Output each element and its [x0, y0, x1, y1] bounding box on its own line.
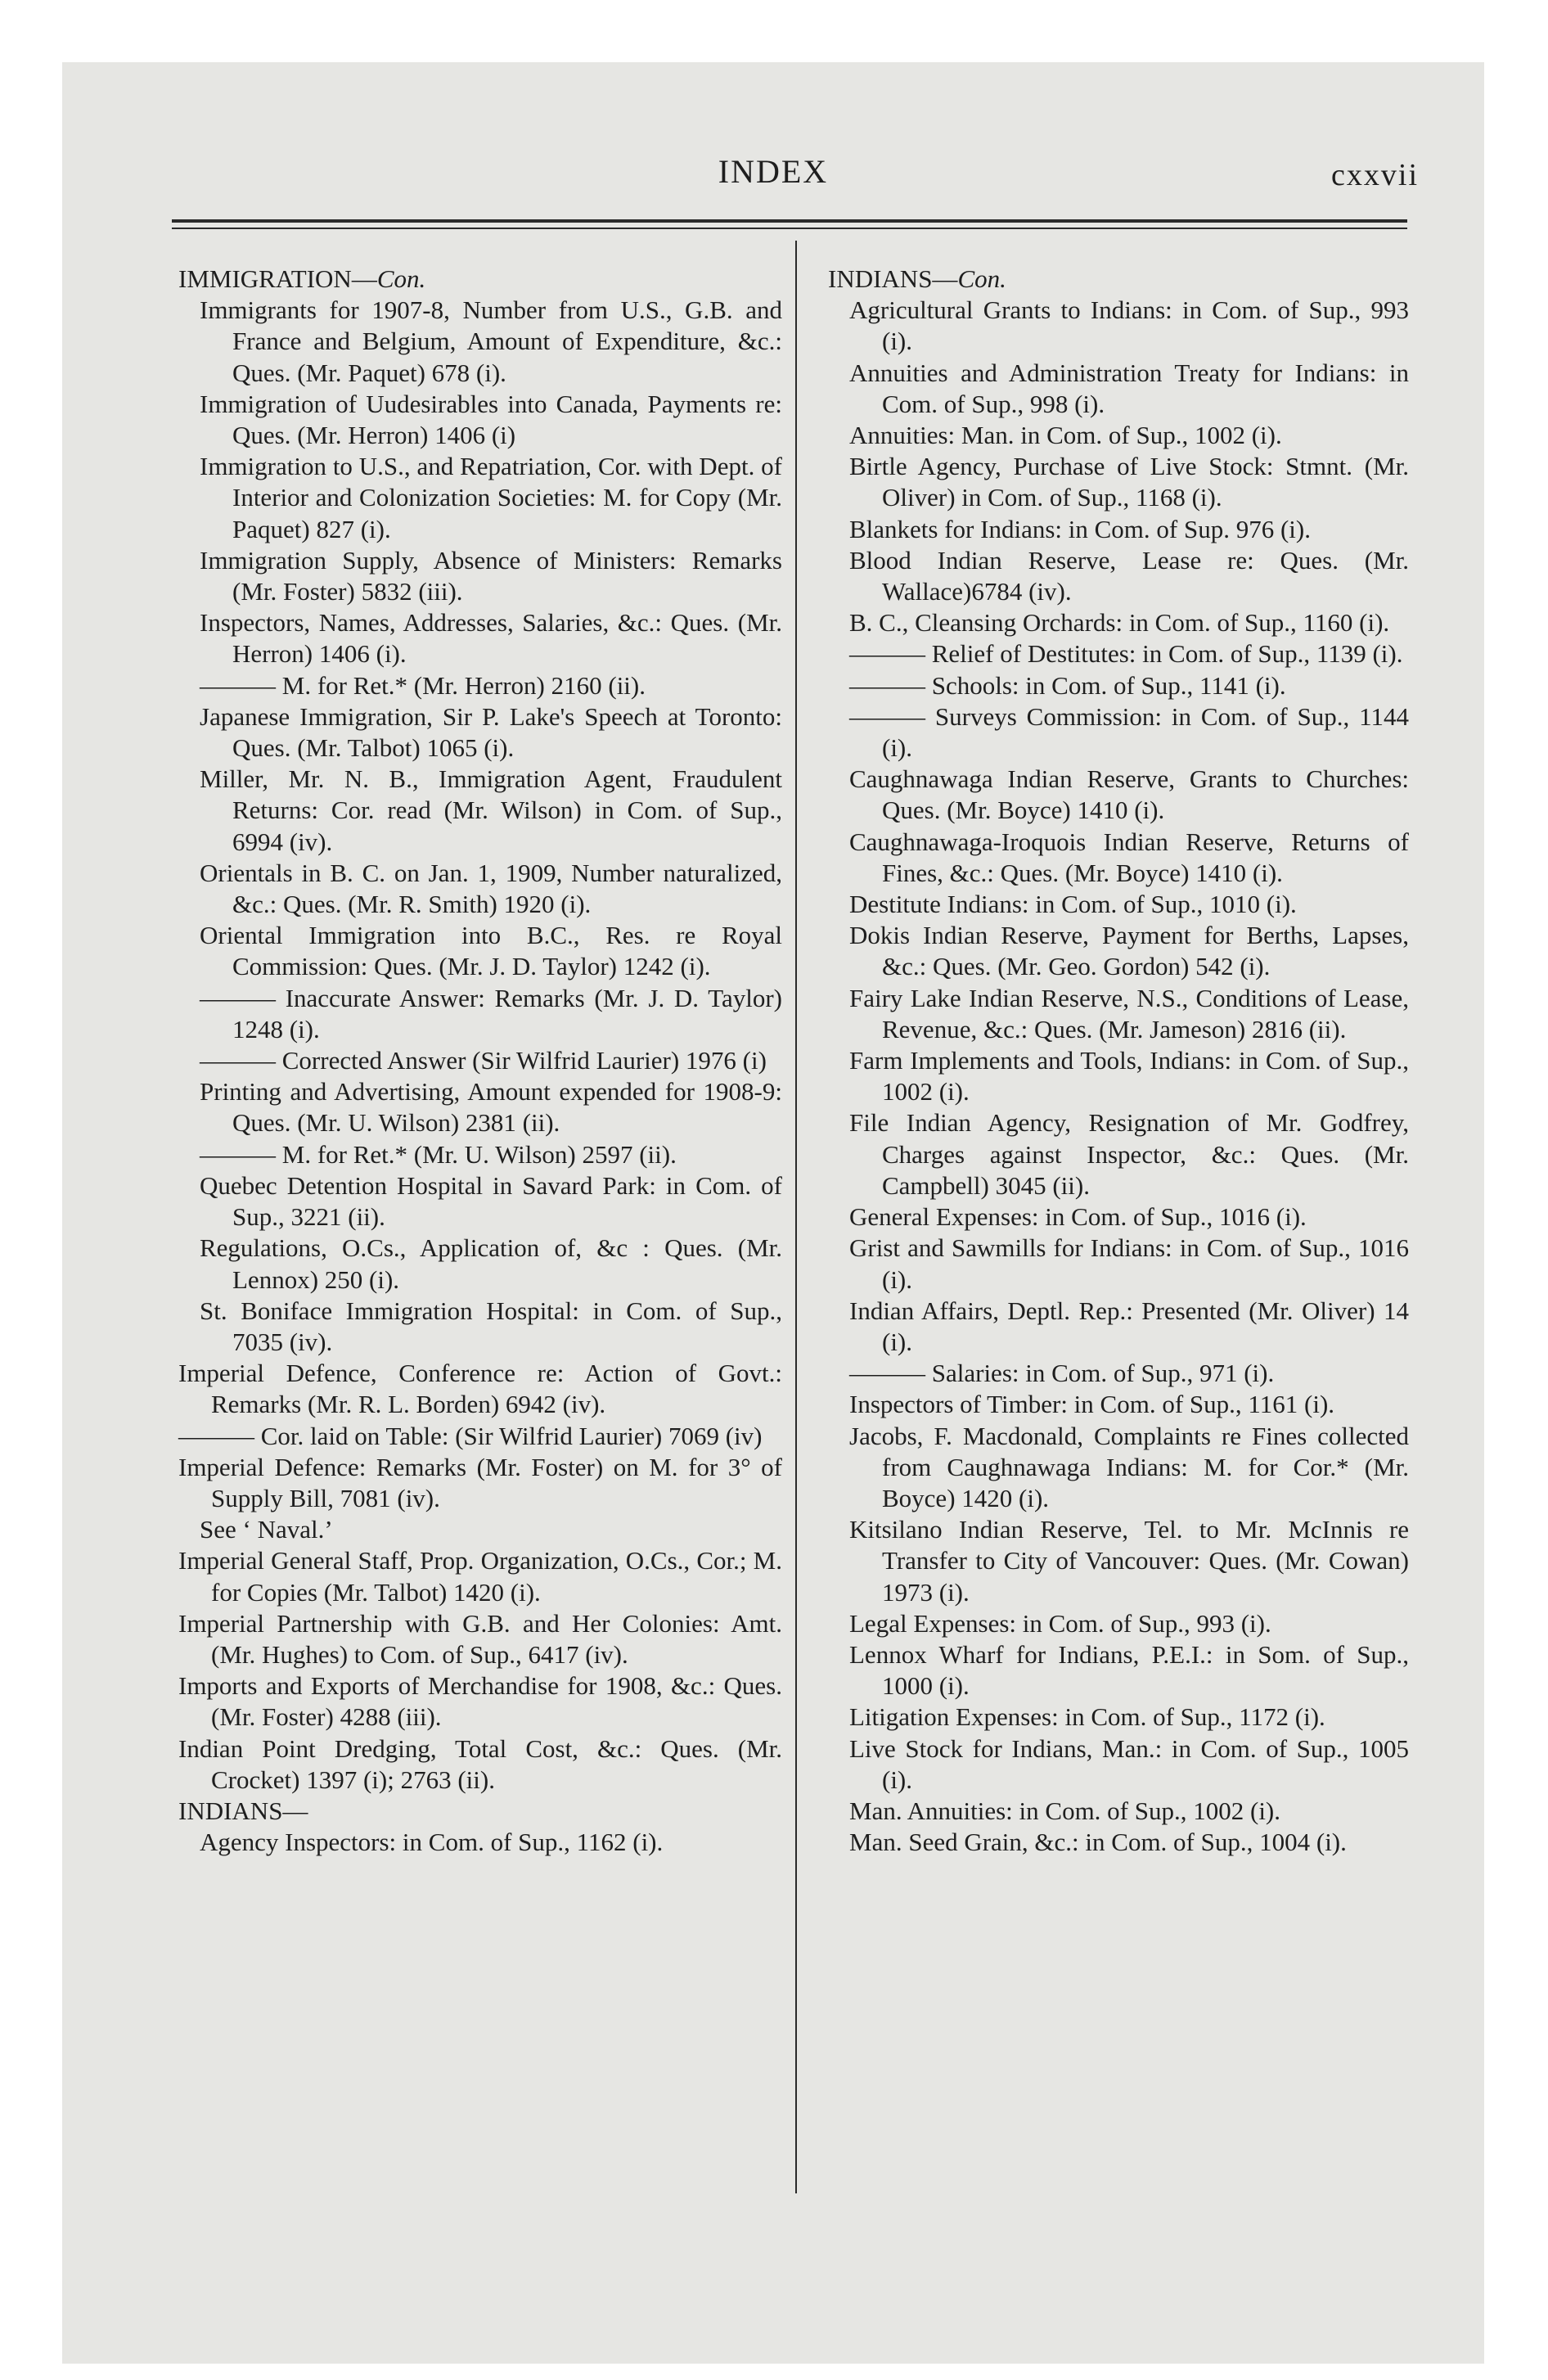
- entry-text: Birtle Agency, Purchase of Live Stock: Stmnt. (Mr. Oliver) in Com. of Sup., 1168 (i).: [849, 452, 1409, 512]
- index-entry: [828, 545, 1409, 607]
- index-entry: [178, 858, 782, 920]
- entry-text: ——— M. for Ret.* (Mr. U. Wilson) 2597 (ii).: [200, 1139, 677, 1169]
- entry-text: Agricultural Grants to Indians: in Com. of Sup., 993 (i).: [849, 295, 1409, 356]
- entry-text: Live Stock for Indians, Man.: in Com. of Sup., 1005 (i).: [849, 1733, 1409, 1794]
- index-entry: [178, 983, 782, 1045]
- left-column: [178, 264, 782, 1858]
- index-entry: [828, 1514, 1409, 1608]
- entry-text: Indian Point Dredging, Total Cost, &c.: Ques. (Mr. Crocket) 1397 (i); 2763 (ii).: [178, 1733, 782, 1794]
- index-entry: [178, 1076, 782, 1138]
- index-entry: [178, 1296, 782, 1358]
- index-heading: [178, 1608, 782, 1670]
- entry-text: Annuities and Administration Treaty for Indians: in Com. of Sup., 998 (i).: [849, 358, 1409, 418]
- index-entry: [828, 358, 1409, 420]
- index-entry: [828, 607, 1409, 638]
- entry-text: Regulations, O.Cs., Application of, &c : Ques. (Mr. Lennox) 250 (i).: [200, 1233, 782, 1294]
- entry-text: ——— Surveys Commission: in Com. of Sup., 1144 (i).: [849, 701, 1409, 763]
- index-entry: [828, 827, 1409, 889]
- entry-text: INDIANS—: [178, 1796, 308, 1825]
- index-entry: [828, 983, 1409, 1045]
- index-entry: [828, 451, 1409, 513]
- entry-text: Caughnawaga Indian Reserve, Grants to Churches: Ques. (Mr. Boyce) 1410 (i).: [849, 764, 1409, 825]
- entry-text: Immigration to U.S., and Repatriation, Cor. with Dept. of Interior and Colonization Societies: M. for Copy (Mr. Paquet) 827 (i).: [200, 452, 782, 543]
- entry-text: ——— Inaccurate Answer: Remarks (Mr. J. D. Taylor) 1248 (i).: [200, 983, 782, 1044]
- index-entry: [178, 920, 782, 982]
- entry-text: Agency Inspectors: in Com. of Sup., 1162 (i).: [200, 1828, 664, 1857]
- index-entry: [178, 1827, 782, 1858]
- index-entry: [828, 1796, 1409, 1827]
- entry-text: Orientals in B. C. on Jan. 1, 1909, Number naturalized, &c.: Ques. (Mr. R. Smith) 1920 (i).: [200, 858, 782, 919]
- entry-text: Immigrants for 1907-8, Number from U.S., G.B. and France and Belgium, Amount of Expenditure, &c.: Ques. (Mr. Paquet) 678 (i).: [200, 295, 782, 387]
- entry-text: Quebec Detention Hospital in Savard Park: in Com. of Sup., 3221 (ii).: [200, 1170, 782, 1232]
- entry-text: Fairy Lake Indian Reserve, N.S., Conditions of Lease, Revenue, &c.: Ques. (Mr. Jameson) 2816 (ii).: [849, 983, 1409, 1044]
- entry-text: See ‘ Naval.’: [200, 1515, 333, 1544]
- entry-text: Inspectors, Names, Addresses, Salaries, &c.: Ques. (Mr. Herron) 1406 (i).: [200, 608, 782, 669]
- index-entry: [828, 920, 1409, 982]
- entry-text: Caughnawaga-Iroquois Indian Reserve, Returns of Fines, &c.: Ques. (Mr. Boyce) 1410 (i).: [849, 827, 1409, 887]
- index-entry: [828, 514, 1409, 545]
- index-entry: [178, 1045, 782, 1076]
- index-entry: [828, 1358, 1409, 1389]
- index-entry: [828, 420, 1409, 451]
- index-heading: [828, 264, 1409, 295]
- entry-text: Destitute Indians: in Com. of Sup., 1010 (i).: [849, 890, 1297, 919]
- index-entry: [828, 295, 1409, 357]
- entry-text: Imports and Exports of Merchandise for 1908, &c.: Ques. (Mr. Foster) 4288 (iii).: [178, 1671, 782, 1732]
- index-entry: [828, 1733, 1409, 1796]
- index-entry: [178, 764, 782, 858]
- index-entry: [828, 1421, 1409, 1515]
- index-entry: [178, 295, 782, 389]
- entry-text: Miller, Mr. N. B., Immigration Agent, Fraudulent Returns: Cor. read (Mr. Wilson) in Com. of Sup., 6994 (iv).: [200, 764, 782, 856]
- column-divider: [795, 241, 797, 2193]
- entry-text: Man. Annuities: in Com. of Sup., 1002 (i).: [849, 1796, 1280, 1825]
- entry-text: ——— Salaries: in Com. of Sup., 971 (i).: [849, 1359, 1275, 1388]
- index-heading: [178, 1452, 782, 1514]
- entry-text: INDIANS—: [828, 264, 958, 293]
- entry-text: Legal Expenses: in Com. of Sup., 993 (i).: [849, 1608, 1271, 1638]
- entry-text: Man. Seed Grain, &c.: in Com. of Sup., 1004 (i).: [849, 1828, 1347, 1857]
- entry-text: Immigration Supply, Absence of Ministers: Remarks (Mr. Foster) 5832 (iii).: [200, 545, 782, 606]
- index-entry: [178, 451, 782, 545]
- scanned-page: [62, 62, 1484, 2364]
- entry-text: Imperial General Staff, Prop. Organization, O.Cs., Cor.; M. for Copies (Mr. Talbot) 1420 (i).: [178, 1546, 782, 1607]
- index-heading: [178, 1733, 782, 1796]
- index-entry: [178, 389, 782, 451]
- index-entry: [178, 670, 782, 701]
- entry-text: ——— Schools: in Com. of Sup., 1141 (i).: [849, 670, 1286, 700]
- entry-text: IMMIGRATION—: [178, 264, 377, 293]
- index-entry: [828, 701, 1409, 764]
- index-entry: [828, 1107, 1409, 1201]
- entry-text: Kitsilano Indian Reserve, Tel. to Mr. McInnis re Transfer to City of Vancouver: Ques. (Mr. Cowan) 1973 (i).: [849, 1515, 1409, 1607]
- index-entry: [828, 1608, 1409, 1639]
- entry-text: St. Boniface Immigration Hospital: in Com. of Sup., 7035 (iv).: [200, 1296, 782, 1356]
- entry-text: Litigation Expenses: in Com. of Sup., 1172 (i).: [849, 1702, 1325, 1732]
- entry-text: Blood Indian Reserve, Lease re: Ques. (Mr. Wallace)6784 (iv).: [849, 545, 1409, 606]
- index-entry: [828, 764, 1409, 826]
- entry-text: ——— M. for Ret.* (Mr. Herron) 2160 (ii).: [200, 670, 646, 700]
- index-heading: [178, 1670, 782, 1733]
- entry-text: Imperial Partnership with G.B. and Her Colonies: Amt. (Mr. Hughes) to Com. of Sup., 6417 (iv).: [178, 1608, 782, 1669]
- index-heading: [178, 1796, 782, 1827]
- right-column: [828, 264, 1409, 1858]
- entry-text: Farm Implements and Tools, Indians: in Com. of Sup., 1002 (i).: [849, 1046, 1409, 1107]
- entry-text: B. C., Cleansing Orchards: in Com. of Sup., 1160 (i).: [849, 608, 1390, 638]
- index-entry: [828, 1045, 1409, 1107]
- index-entry: [828, 638, 1409, 669]
- entry-text: Printing and Advertising, Amount expended for 1908-9: Ques. (Mr. U. Wilson) 2381 (ii).: [200, 1077, 782, 1138]
- index-entry: [828, 1233, 1409, 1295]
- index-entry: [178, 1139, 782, 1170]
- index-entry: [828, 1201, 1409, 1233]
- index-heading: [178, 1358, 782, 1420]
- entry-text: Immigration of Uudesirables into Canada, Payments re: Ques. (Mr. Herron) 1406 (i): [200, 389, 782, 450]
- index-heading: [178, 264, 782, 295]
- index-heading: [178, 1421, 782, 1452]
- entry-text: Imperial Defence: Remarks (Mr. Foster) on M. for 3° of Supply Bill, 7081 (iv).: [178, 1452, 782, 1512]
- entry-text: ——— Cor. laid on Table: (Sir Wilfrid Laurier) 7069 (iv): [178, 1421, 763, 1450]
- header-rule-thick: [172, 219, 1407, 223]
- entry-text: Indian Affairs, Deptl. Rep.: Presented (Mr. Oliver) 14 (i).: [849, 1296, 1409, 1356]
- entry-text: Jacobs, F. Macdonald, Complaints re Fines collected from Caughnawaga Indians: M. for Cor.* (Mr. Boyce) 1420 (i).: [849, 1421, 1409, 1512]
- entry-text: Blankets for Indians: in Com. of Sup. 976 (i).: [849, 514, 1311, 543]
- index-entry: [828, 1296, 1409, 1358]
- index-entry: [178, 701, 782, 764]
- index-heading: [178, 1545, 782, 1607]
- index-entry: [828, 670, 1409, 701]
- entry-text: Imperial Defence, Conference re: Action of Govt.: Remarks (Mr. R. L. Borden) 6942 (iv).: [178, 1359, 782, 1419]
- entry-text: File Indian Agency, Resignation of Mr. Godfrey, Charges against Inspector, &c.: Ques. (Mr. Campbell) 3045 (ii).: [849, 1108, 1409, 1200]
- entry-text: Dokis Indian Reserve, Payment for Berths, Lapses, &c.: Ques. (Mr. Geo. Gordon) 542 (i).: [849, 921, 1409, 981]
- index-entry: [828, 889, 1409, 920]
- index-entry: [178, 1514, 782, 1545]
- entry-text: Annuities: Man. in Com. of Sup., 1002 (i).: [849, 421, 1282, 450]
- index-entry: [178, 1170, 782, 1233]
- index-entry: [828, 1702, 1409, 1733]
- index-entry: [828, 1639, 1409, 1702]
- entry-text: ——— Relief of Destitutes: in Com. of Sup., 1139 (i).: [849, 639, 1403, 669]
- index-entry: [828, 1827, 1409, 1858]
- entry-text: ——— Corrected Answer (Sir Wilfrid Laurier) 1976 (i): [200, 1046, 767, 1075]
- entry-text: Grist and Sawmills for Indians: in Com. of Sup., 1016 (i).: [849, 1233, 1409, 1294]
- entry-text: Lennox Wharf for Indians, P.E.I.: in Som. of Sup., 1000 (i).: [849, 1639, 1409, 1701]
- entry-text: General Expenses: in Com. of Sup., 1016 (i).: [849, 1202, 1307, 1232]
- index-entry: [178, 607, 782, 669]
- page-number: cxxvii: [1331, 158, 1419, 192]
- running-header-title: INDEX: [718, 153, 829, 190]
- entry-text: Oriental Immigration into B.C., Res. re Royal Commission: Ques. (Mr. J. D. Taylor) 1242 (i).: [200, 921, 782, 981]
- continued-label: Con.: [957, 264, 1006, 293]
- header-rule-thin: [172, 228, 1407, 229]
- index-entry: [178, 545, 782, 607]
- entry-text: Japanese Immigration, Sir P. Lake's Speech at Toronto: Ques. (Mr. Talbot) 1065 (i).: [200, 701, 782, 763]
- index-entry: [828, 1389, 1409, 1420]
- index-entry: [178, 1233, 782, 1295]
- entry-text: Inspectors of Timber: in Com. of Sup., 1161 (i).: [849, 1390, 1335, 1419]
- continued-label: Con.: [376, 264, 426, 293]
